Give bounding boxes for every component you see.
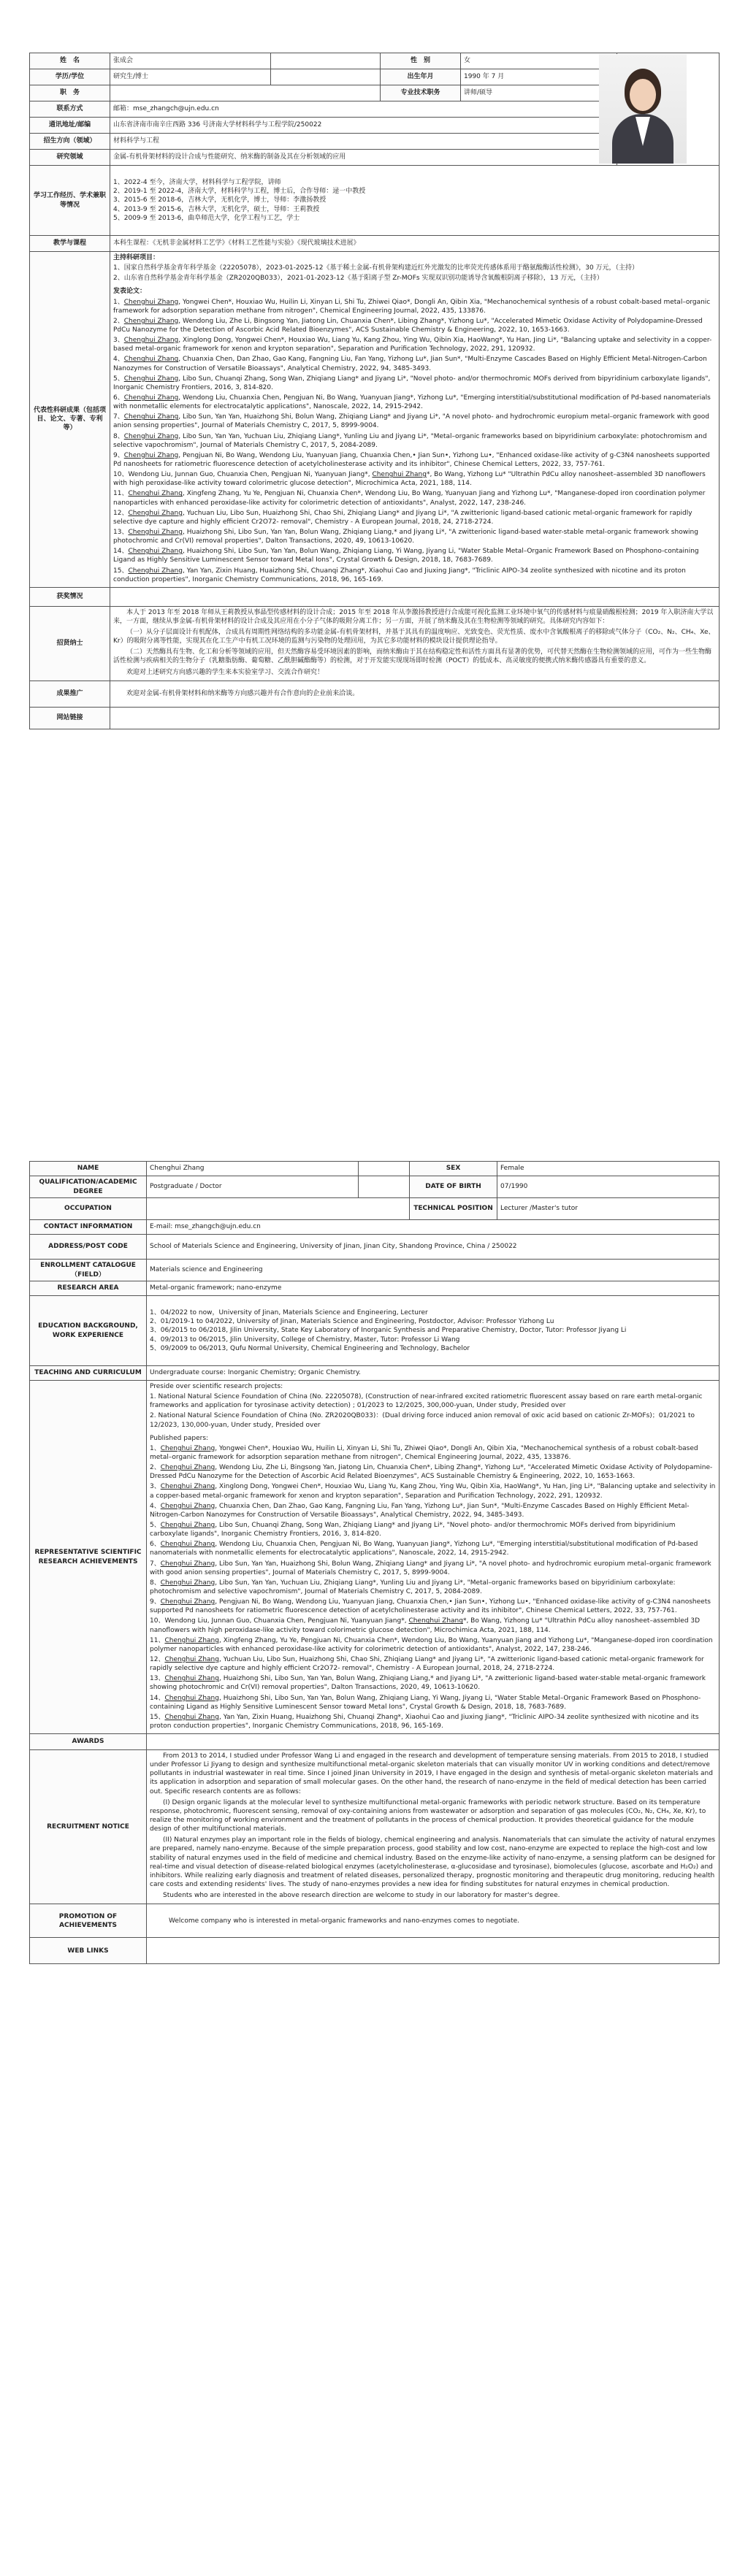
publication-number: 15、 xyxy=(150,1713,165,1721)
en-dob-label: DATE OF BIRTH xyxy=(410,1176,497,1198)
en-name-label: NAME xyxy=(30,1162,147,1176)
cn-recruit-content xyxy=(110,606,720,681)
publication-citation: , Xingfeng Zhang, Yu Ye, Pengjuan Ni, Chuanxia Chen*, Wendong Liu, Bo Wang, Yuanyuan Jiang and Yizhong Lu*, "Manganese-doped iron coordination polymer nanoparticles with enhanced peroxidase-like activity for colorimetric detection of antioxidants", Analyst, 2022, 147, 238-246. xyxy=(113,490,706,507)
en-enroll-label: ENROLLMENT CATALOGUE（FIELD） xyxy=(30,1260,147,1281)
profile-photo xyxy=(599,54,687,164)
cn-publication-item xyxy=(113,451,716,469)
publication-number: 2、 xyxy=(150,1464,161,1472)
publication-citation: , Wendong Liu, Chuanxia Chen, Pengjuan Ni, Bo Wang, Yuanyuan Jiang*, Yizhong Lu*, "Emerging interstitial/substitutional modification of Pd-based nanomaterials with nonmetallic elements for electrocatalytic applications", Nanoscale, 2022, 14, 2915-2942. xyxy=(113,394,711,411)
publication-citation: , Pengjuan Ni, Bo Wang, Wendong Liu, Yuanyuan Jiang, Chuanxia Chen,• Jian Sun•, Yizhong Lu•, "Enhanced oxidase-like activity of g-C3N4 nanosheets supported Pd nanosheets for ratiometric fluorescence detection of acetylcholinesterase activity and its inhibitor", Chinese Chemical Letters, 2022, 33, 757-761. xyxy=(150,1598,711,1615)
cn-project-item: 1、国家自然科学基金青年科学基金（22205078），2023-01-2025-12《基于稀土金属-有机骨架构建近红外光激发的比率荧光传感体系用于酪氨酸酶活性检测》，30 万元，（主持） xyxy=(113,264,639,272)
publication-number: 5、 xyxy=(150,1521,161,1529)
publication-authors: Chenghui Zhang xyxy=(164,1694,219,1702)
publication-highlighted-author: Chenghui Zhang xyxy=(408,1617,463,1625)
publication-citation: , Wendong Liu, Zhe Li, Bingsong Yan, Jiatong Lin, Chuanxia Chen*, Libing Zhang*, Yizhong Lu*, "Accelerated Mimetic Oxidase Activity of Polydopamine-Dressed PdCu Nanozyme for the Detection of Ascorbic Acid Related Bioenzymes", ACS Sustainable Chemistry & Engineering, 2022, 10, 1653-1663. xyxy=(113,317,703,334)
publication-number: 12、 xyxy=(113,509,129,517)
en-publication-item xyxy=(150,1636,716,1654)
cn-contact-label: 联系方式 xyxy=(30,101,110,118)
publication-authors: Chenghui Zhang xyxy=(128,490,183,498)
publication-citation: , Wendong Liu, Zhe Li, Bingsong Yan, Jiatong Lin, Chuanxia Chen*, Libing Zhang*, Yizhong Lu*, "Accelerated Mimetic Oxidase Activity of Polydopamine-Dressed PdCu Nanozyme for the Detection of Ascorbic Acid Related Bioenzymes", ACS Sustainable Chemistry & Engineering, 2022, 10, 1653-1663. xyxy=(150,1464,713,1481)
cn-edu-item: 3、2015-6 至 2018-6，吉林大学，无机化学，博士，导师：李激扬教授 xyxy=(113,196,327,204)
publication-authors: Chenghui Zhang xyxy=(123,432,179,440)
publication-authors: Chenghui Zhang xyxy=(160,1598,215,1606)
cn-publication-item xyxy=(113,413,716,430)
cn-degree-label: 学历/学位 xyxy=(30,69,110,85)
cn-recruit-para: 本人于 2013 年至 2018 年师从王莉教授从事晶型传感材料的设计合成；2015 年至 2018 年从李激扬教授进行合成能可视化监测工业环境中氧气的传感材料与痕量硝酸根检测；2019 年入职济南大学以来，一方面，继续从事金属-有机骨架材料的设计合成及其应用在小分子气体的吸附分离工作；另一方面，开展了纳米酶及其在生物检测等领域的研究。具体研究内容如下： xyxy=(113,608,714,625)
en-teach-label: TEACHING AND CURRICULUM xyxy=(30,1366,147,1381)
en-publication-item xyxy=(150,1579,716,1596)
en-publication-item xyxy=(150,1655,716,1673)
publication-authors: Chenghui Zhang xyxy=(123,317,179,325)
en-publication-item xyxy=(150,1444,716,1462)
publication-citation: , Xinglong Dong, Yongwei Chen*, Houxiao Wu, Liang Yu, Kang Zhou, Ying Wu, Qibin Xia, HaoWang*, Yu Han, Jing Li*, "Balancing uptake and selectivity in a copper-based metal-organic framework for xenon and krypton separation", Separation and Purification Technology, 2022, 291, 120932. xyxy=(113,337,712,353)
publication-number: 15、 xyxy=(113,567,129,575)
cn-title-label: 职 务 xyxy=(30,85,110,101)
cn-publication-item xyxy=(113,298,716,315)
cn-publication-item xyxy=(113,509,716,526)
publication-authors: Chenghui Zhang xyxy=(123,413,179,421)
en-teach-value: Undergraduate course: Inorganic Chemistry; Organic Chemistry. xyxy=(147,1366,720,1381)
en-publication-item xyxy=(150,1674,716,1692)
publication-authors: Chenghui Zhang xyxy=(123,375,179,383)
en-qual-value: Postgraduate / Doctor xyxy=(147,1176,359,1198)
en-web-label: WEB LINKS xyxy=(30,1938,147,1964)
publication-citation: , Yongwei Chen*, Houxiao Wu, Huilin Li, Xinyan Li, Shi Tu, Zhiwei Qiao*, Dongli An, Qibin Xia, "Mechanochemical synthesis of a robust cobalt-based metal–organic framework for adsorption separation methane from nitrogen", Chemical Engineering Journal, 2022, 435, 133876. xyxy=(113,298,711,315)
publication-authors: Chenghui Zhang xyxy=(160,1579,215,1587)
publication-number: 6、 xyxy=(150,1541,161,1549)
en-rep-content xyxy=(147,1381,720,1734)
publication-number: 11、 xyxy=(113,490,129,498)
cn-recruit-para: （二）天然酶具有生物、化工和分析等领域的应用，但天然酶容易受环境因素的影响，而纳米酶由于其在结构稳定性和活性方面具有显著的优势，可代替天然酶在生物检测领域的应用，可作为一些生物酶活性检测与疾病相关的生物分子（乳糖脂肪酶、葡萄糖、乙酰胆碱酯酶等）的检测，对于开发能实现现场即时检测（POCT）的低成本、高灵敏度的便携式纳米酶传感器具有重要的意义。 xyxy=(113,648,712,665)
en-enroll-value: Materials science and Engineering xyxy=(147,1260,720,1281)
en-recruit-para: From 2013 to 2014, I studied under Professor Wang Li and engaged in the research and development of temperature sensing materials. From 2015 to 2018, I studied under Professor Li Jiyang to design and synthesize multifunctional metal-organic skeleton materials that can visually monitor UV in working conditions and detect/remove pollutants in industrial wastewater in real time. Since I joined Jinan University in 2019, I have engaged in the design and synthesis of metal-organic skeleton materials and its application in adsorption and separation of small molecular gases. On the other hand, the research of nano-enzyme in the field of medical detection has been carried out. Specific research contents are as follows: xyxy=(150,1752,713,1795)
cn-projects-title: 主持科研项目： xyxy=(113,254,160,261)
en-pubs-title: Published papers: xyxy=(150,1434,209,1442)
en-projects-title: Preside over scientific research projects: xyxy=(150,1383,283,1390)
en-sex-value: Female xyxy=(497,1162,720,1176)
publication-citation: , Huaizhong Shi, Libo Sun, Yan Yan, Bolun Wang, Zhiqiang Liang, Yi Wang, Jiyang Li, "Water Stable Metal–Organic Framework Based on Phosphono-containing Ligand as Highly Sensitive Luminescent Sensor toward Metal Ions", Crystal Growth & Design, 2018, 18, 7683-7689. xyxy=(113,548,699,564)
en-publication-item xyxy=(150,1482,716,1500)
publication-citation: , Libo Sun, Yan Yan, Huaizhong Shi, Bolun Wang, Zhiqiang Liang* and Jiyang Li*, "A novel photo- and hydrochromic europium metal–organic framework with good anion sensing properties", Journal of Materials Chemistry C, 2017, 5, 8999-9004. xyxy=(150,1560,711,1576)
publication-number: 14、 xyxy=(113,548,129,556)
publication-number: 1、 xyxy=(150,1444,161,1452)
cn-awards-label: 获奖情况 xyxy=(30,587,110,606)
publication-citation: , Yan Yan, Zixin Huang, Huaizhong Shi, Chuanqi Zhang*, Xiaohui Cao and Jiuxing Jiang*, "Triclinic AIPO-34 zeolite synthesized with nicotine and its proton conduction properties", Inorganic Chemistry Communications, 2018, 96, 165-169. xyxy=(150,1713,699,1730)
publication-citation: , Libo Sun, Chuanqi Zhang, Song Wan, Zhiqiang Liang* and Jiyang Li*, "Novel photo- and/or thermochromic MOFs derived from bipyridinium carboxylate ligands", Inorganic Chemistry Frontiers, 2016, 3, 814-820. xyxy=(113,375,711,391)
publication-authors: Chenghui Zhang xyxy=(160,1541,215,1549)
publication-authors: Chenghui Zhang xyxy=(128,528,183,536)
publication-highlighted-author: Chenghui Zhang xyxy=(372,471,427,479)
publication-number: 12、 xyxy=(150,1655,165,1663)
publication-number: 13、 xyxy=(113,528,129,536)
publication-authors: Chenghui Zhang xyxy=(164,1655,219,1663)
cn-edu-item: 5、2009-9 至 2013-6，曲阜师范大学，化学工程与工艺，学士 xyxy=(113,214,300,222)
en-edu-list xyxy=(147,1296,720,1366)
publication-number: 4、 xyxy=(150,1502,161,1510)
en-edu-item: 3、06/2015 to 06/2018, Jilin University, State Key Laboratory of Inorganic Synthesis and Preparative Chemistry, Doctor, Tutor: Professor Jiyang Li xyxy=(150,1327,627,1335)
publication-number: 5、 xyxy=(113,375,124,383)
publication-citation: , Yuchuan Liu, Libo Sun, Huaizhong Shi, Chao Shi, Zhiqiang Liang* and Jiyang Li*, "A zwitterionic ligand-based cationic metal-organic framework for rapidly selective dye capture and highly efficient Cr2O72- removal", Chemistry - A European Journal, 2018, 24, 2718-2724. xyxy=(150,1655,704,1673)
cn-publication-item xyxy=(113,528,716,545)
en-web-value[interactable] xyxy=(147,1938,720,1964)
en-promo-label: PROMOTION OF ACHIEVEMENTS xyxy=(30,1904,147,1938)
cn-birth-label: 出生年月 xyxy=(381,69,461,85)
publication-citation: , Huaizhong Shi, Libo Sun, Yan Yan, Bolun Wang, Zhiqiang Liang,* and Jiyang Li*, "A zwitterionic ligand-based water-stable metal-organic framework showing photochromic and Cr(VI) removal properties", Dalton Transactions, 2020, 49, 10613-10620. xyxy=(150,1675,706,1692)
en-name-value: Chenghui Zhang xyxy=(147,1162,359,1176)
publication-citation: , Libo Sun, Yan Yan, Yuchuan Liu, Zhiqiang Liang*, Yunling Liu and Jiyang Li*, "Metal–organic frameworks based on bipyridinium carboxylate: photochromism and selective vapochromism", Journal of Materials Chemistry C, 2017, 5, 2084-2089. xyxy=(150,1579,676,1595)
publication-citation: , Huaizhong Shi, Libo Sun, Yan Yan, Bolun Wang, Zhiqiang Liang, Yi Wang, Jiyang Li, "Water Stable Metal–Organic Framework Based on Phosphono-containing Ligand as Highly Sensitive Luminescent Sensor toward Metal Ions", Crystal Growth & Design, 2018, 18, 7683-7689. xyxy=(150,1694,701,1711)
en-recruit-para: Students who are interested in the above research direction are welcome to study in our laboratory for master's degree. xyxy=(163,1892,560,1900)
cn-recruit-para: 欢迎对上述研究方向感兴趣的学生来本实验室学习、交流合作研究！ xyxy=(126,668,324,676)
publication-authors: Chenghui Zhang xyxy=(164,1713,219,1721)
cn-rep-content xyxy=(110,252,720,588)
en-recruit-label: RECRUITMENT NOTICE xyxy=(30,1750,147,1904)
publication-number: 7、 xyxy=(150,1560,161,1568)
publication-authors: Chenghui Zhang xyxy=(123,298,179,306)
en-publication-item xyxy=(150,1521,716,1538)
en-publication-item xyxy=(150,1598,716,1615)
en-tech-value: Lecturer /Master's tutor xyxy=(497,1198,720,1220)
cn-publication-item xyxy=(113,375,716,392)
cn-recruit-label: 招贤纳士 xyxy=(30,606,110,681)
cn-awards-value xyxy=(110,587,720,606)
cn-protitle-value: 讲师/硕导 xyxy=(461,85,617,101)
publication-citation: , Wendong Liu, Chuanxia Chen, Pengjuan Ni, Bo Wang, Yuanyuan Jiang*, Yizhong Lu*, "Emerging interstitial/substitutional modification of Pd-based nanomaterials with nonmetallic elements for electrocatalytic applications", Nanoscale, 2022, 14, 2915-2942. xyxy=(150,1541,698,1557)
en-sex-label: SEX xyxy=(410,1162,497,1176)
cn-web-label: 网站链接 xyxy=(30,707,110,729)
en-publication-item xyxy=(150,1713,716,1730)
publication-authors: Chenghui Zhang xyxy=(164,1675,219,1683)
cn-gender-label: 性 别 xyxy=(381,53,461,69)
publication-number: 8、 xyxy=(113,432,124,440)
cn-name-value: 张成会 xyxy=(110,53,271,69)
publication-citation: , Libo Sun, Chuanqi Zhang, Song Wan, Zhiqiang Liang* and Jiyang Li*, "Novel photo- and/or thermochromic MOFs derived from bipyridinium carboxylate ligands", Inorganic Chemistry Frontiers, 2016, 3, 814-820. xyxy=(150,1521,676,1538)
en-recruit-content xyxy=(147,1750,720,1904)
publication-number: 7、 xyxy=(113,413,124,421)
cn-edu-list xyxy=(110,166,720,236)
publication-number: 1、 xyxy=(113,298,124,306)
cn-publication-item xyxy=(113,547,716,564)
cn-web-value[interactable] xyxy=(110,707,720,729)
publication-authors: Chenghui Zhang xyxy=(123,451,179,459)
publication-authors: Chenghui Zhang xyxy=(128,567,183,575)
publication-authors: Chenghui Zhang xyxy=(128,509,183,517)
en-contact-value: E-mail: mse_zhangch@ujn.edu.cn xyxy=(147,1220,720,1235)
en-publication-item xyxy=(150,1463,716,1481)
cn-enroll-label: 招生方向（领域） xyxy=(30,134,110,150)
cn-name-label: 姓 名 xyxy=(30,53,110,69)
publication-citation: , Chuanxia Chen, Dan Zhao, Gao Kang, Fangning Liu, Fan Yang, Yizhong Lu*, Jian Sun*, "Multi-Enzyme Cascades Based on Highly Efficient Metal-Nitrogen-Carbon Nanozymes for Construction of Versatile Bioassays", Analytical Chemistry, 2022, 94, 3485-3493. xyxy=(150,1502,690,1519)
cn-publication-item xyxy=(113,567,716,584)
cn-teach-value: 本科生课程：《无机非金属材料工艺学》《材料工艺性能与实验》《现代玻璃技术进展》 xyxy=(110,236,720,252)
publication-citation: , Yuchuan Liu, Libo Sun, Huaizhong Shi, Chao Shi, Zhiqiang Liang* and Jiyang Li*, "A zwitterionic ligand-based cationic metal-organic framework for rapidly selective dye capture and highly efficient Cr2O72- removal", Chemistry - A European Journal, 2018, 24, 2718-2724. xyxy=(113,509,692,526)
en-occ-value xyxy=(147,1198,410,1220)
publication-citation: , Yan Yan, Zixin Huang, Huaizhong Shi, Chuanqi Zhang*, Xiaohui Cao and Jiuxing Jiang*, "Triclinic AIPO-34 zeolite synthesized with nicotine and its proton conduction properties", Inorganic Chemistry Communications, 2018, 96, 165-169. xyxy=(113,567,686,583)
cn-edu-label: 学习工作经历、学术兼职等情况 xyxy=(30,166,110,236)
publication-number: 8、 xyxy=(150,1579,161,1587)
publication-authors: Chenghui Zhang xyxy=(160,1464,215,1472)
publication-citation: , Pengjuan Ni, Bo Wang, Wendong Liu, Yuanyuan Jiang, Chuanxia Chen,• Jian Sun•, Yizhong Lu•, "Enhanced oxidase-like activity of g-C3N4 nanosheets supported Pd nanosheets for ratiometric fluorescence detection of acetylcholinesterase activity and its inhibitor", Chinese Chemical Letters, 2022, 33, 757-761. xyxy=(113,451,710,468)
cn-publication-item xyxy=(113,470,716,488)
cn-address-label: 通讯地址/邮编 xyxy=(30,118,110,134)
cn-rep-label: 代表性科研成果（包括项目、论文、专著、专利等） xyxy=(30,252,110,588)
publication-authors: Chenghui Zhang xyxy=(123,356,179,364)
cn-publication-item xyxy=(113,355,716,372)
publication-citation: , Xingfeng Zhang, Yu Ye, Pengjuan Ni, Chuanxia Chen*, Wendong Liu, Bo Wang, Yuanyuan Jiang and Yizhong Lu*, "Manganese-doped iron coordination polymer nanoparticles with enhanced peroxidase-like activity for colorimetric detection of antioxidants", Analyst, 2022, 147, 238-246. xyxy=(150,1636,713,1653)
en-qual-label: QUALIFICATION/ACADEMIC DEGREE xyxy=(30,1176,147,1198)
publication-number: 6、 xyxy=(113,394,124,402)
cn-birth-value: 1990 年 7 月 xyxy=(461,69,617,85)
en-rep-label: REPRESENTATIVE SCIENTIFIC RESEARCH ACHIEVEMENTS xyxy=(30,1381,147,1734)
publication-number: 14、 xyxy=(150,1694,165,1702)
en-edu-item: 5、09/2009 to 06/2013, Qufu Normal University, Chemical Engineering and Technology, Bachelor xyxy=(150,1344,470,1352)
cn-project-item: 2、山东省自然科学基金青年科学基金（ZR2020QB033），2021-01-2023-12《基于阳离子型 Zr-MOFs 实现双识别功能诱导含氧酸根阴离子移除》，13 万元，（主持） xyxy=(113,275,603,283)
cn-edu-item: 1、2022-4 至今，济南大学，材料科学与工程学院，讲师 xyxy=(113,179,281,187)
en-research-label: RESEARCH AREA xyxy=(30,1281,147,1296)
publication-authors: Chenghui Zhang xyxy=(164,1636,219,1644)
cn-gender-value: 女 xyxy=(461,53,617,69)
publication-citation: *, Bo Wang, Yizhong Lu* "Ultrathin PdCu alloy nanosheet–assembled 3D nanoflowers with high peroxidase-like activity toward colorimetric glucose detection", Microchimica Acta, 2021, 188, 114. xyxy=(150,1617,701,1634)
en-edu-label: EDUCATION BACKGROUND, WORK EXPERIENCE xyxy=(30,1296,147,1366)
en-project-item: 1. National Natural Science Foundation of China (No. 22205078), (Construction of near-infrared excited ratiometric fluorescent assay based on rare earth metal-organic frameworks and application for tyrosinase activity detection) ; 01/2023 to 12/2025, 300,000-yuan, Under study, Presided over xyxy=(150,1393,703,1410)
cn-protitle-label: 专业技术职务 xyxy=(381,85,461,101)
en-publication-item xyxy=(150,1694,716,1711)
cn-promo-label: 成果推广 xyxy=(30,681,110,707)
cn-promo-value: 欢迎对金属-有机骨架材料和纳米酶等方向感兴趣并有合作意向的企业前来洽谈。 xyxy=(110,681,720,707)
cn-contact-value: 邮箱：mse_zhangch@ujn.edu.cn xyxy=(110,101,617,118)
en-edu-item: 2、01/2019-1 to 04/2022, University of Jinan, Materials Science and Engineering, Postdoctor, Advisor: Professor Yizhong Lu xyxy=(150,1318,554,1326)
en-address-value: School of Materials Science and Engineering, University of Jinan, Jinan City, Shandong Province, China / 250022 xyxy=(147,1235,720,1260)
publication-number: 2、 xyxy=(113,317,124,325)
en-awards-value xyxy=(147,1734,720,1750)
cn-publication-item xyxy=(113,489,716,507)
publication-number: 10、 xyxy=(113,471,129,479)
en-awards-label: AWARDS xyxy=(30,1734,147,1750)
cn-research-label: 研究领域 xyxy=(30,150,110,166)
en-edu-item: 4、09/2013 to 06/2015, Jilin University, College of Chemistry, Master, Tutor: Professor Li Wang xyxy=(150,1335,460,1343)
cn-edu-item: 2、2019-1 至 2022-4，济南大学，材料科学与工程，博士后，合作导师：逯一中教授 xyxy=(113,188,366,196)
publication-authors: Chenghui Zhang xyxy=(160,1521,215,1529)
cn-address-value: 山东省济南市南辛庄西路 336 号济南大学材料科学与工程学院/250022 xyxy=(110,118,617,134)
en-promo-value: Welcome company who is interested in metal-organic frameworks and nano-enzymes comes to negotiate. xyxy=(147,1904,720,1938)
publication-authors: Chenghui Zhang xyxy=(123,337,179,345)
publication-citation: *, Bo Wang, Yizhong Lu* "Ultrathin PdCu alloy nanosheet–assembled 3D nanoflowers with high peroxidase-like activity toward colorimetric glucose detection", Microchimica Acta, 2021, 188, 114. xyxy=(113,471,706,488)
publication-authors: Chenghui Zhang xyxy=(160,1502,215,1510)
en-recruit-para: (I) Design organic ligands at the molecular level to synthesize multifunctional metal-organic frameworks with periodic network structure. Based on its temperature response, photochromic, fluorescent sensing, removal of oxy-containing anions from wastewater or adsorption and separation of gas molecules (CO₂, N₂, CH₄, Xe, Kr), to realize the monitoring of working environment and the treatment of pollutants in the process of chemical production. It provides theoretical guidance for the module design of other multifunctional materials. xyxy=(150,1798,706,1833)
publication-authors: Wendong Liu, Junnan Guo, Chuanxia Chen, Pengjuan Ni, Yuanyuan Jiang*, xyxy=(128,471,373,479)
cn-edu-item: 4、2013-9 至 2015-6，吉林大学，无机化学，硕士，导师：王莉教授 xyxy=(113,205,320,213)
publication-citation: , Libo Sun, Yan Yan, Yuchuan Liu, Zhiqiang Liang*, Yunling Liu and Jiyang Li*, "Metal–organic frameworks based on bipyridinium carboxylate: photochromism and selective vapochromism", Journal of Materials Chemistry C, 2017, 5, 2084-2089. xyxy=(113,432,707,449)
publication-authors: Chenghui Zhang xyxy=(123,394,179,402)
publication-number: 13、 xyxy=(150,1675,165,1683)
en-info-table xyxy=(29,1161,720,1964)
cn-enroll-value: 材料科学与工程 xyxy=(110,134,617,150)
en-edu-item: 1、04/2022 to now，University of Jinan, Materials Science and Engineering, Lecturer xyxy=(150,1309,428,1317)
publication-number: 10、 xyxy=(150,1617,165,1625)
en-publication-item xyxy=(150,1560,716,1577)
publication-number: 3、 xyxy=(150,1483,161,1491)
en-occ-label: OCCUPATION xyxy=(30,1198,147,1220)
publication-citation: , Huaizhong Shi, Libo Sun, Yan Yan, Bolun Wang, Zhiqiang Liang,* and Jiyang Li*, "A zwitterionic ligand-based water-stable metal-organic framework showing photochromic and Cr(VI) removal properties", Dalton Transactions, 2020, 49, 10613-10620. xyxy=(113,528,698,545)
en-research-value: Metal-organic framework; nano-enzyme xyxy=(147,1281,720,1296)
cn-recruit-para: （一）从分子层面设计有机配体，合成具有周期性网络结构的多功能金属-有机骨架材料，并基于其具有的温度响应、光致变色、荧光性质、废水中含氧酸根离子的移除或气体分子（CO₂、N₂、CH₄、Xe、Kr）的吸附分离等性能，实现其在化工生产中有机工况环境的监测与污染物的处理回用，为其它多功能材料的模块设计提供理论指导。 xyxy=(113,629,715,645)
publication-citation: , Chuanxia Chen, Dan Zhao, Gao Kang, Fangning Liu, Fan Yang, Yizhong Lu*, Jian Sun*, "Multi-Enzyme Cascades Based on Highly Efficient Metal-Nitrogen-Carbon Nanozymes for Construction of Versatile Bioassays", Analytical Chemistry, 2022, 94, 3485-3493. xyxy=(113,356,707,372)
publication-number: 9、 xyxy=(113,451,124,459)
cn-publication-list xyxy=(113,298,716,584)
en-tech-label: TECHNICAL POSITION xyxy=(410,1198,497,1220)
en-publication-item xyxy=(150,1502,716,1519)
publication-authors: Chenghui Zhang xyxy=(160,1483,215,1491)
publication-authors: Chenghui Zhang xyxy=(160,1560,215,1568)
en-project-item: 2. National Natural Science Foundation of China (No. ZR2020QB033)：(Dual driving force induced anion removal of oxic acid based on cationic Zr-MOFs)；01/2021 to 12/2023, 130,000-yuan, Under study, Presided over xyxy=(150,1412,695,1429)
publication-citation: , Xinglong Dong, Yongwei Chen*, Houxiao Wu, Liang Yu, Kang Zhou, Ying Wu, Qibin Xia, HaoWang*, Yu Han, Jing Li*, "Balancing uptake and selectivity in a copper-based metal-organic framework for xenon and krypton separation", Separation and Purification Technology, 2022, 291, 120932. xyxy=(150,1483,716,1500)
cn-pubs-title: 发表论文： xyxy=(113,288,147,296)
publication-number: 9、 xyxy=(150,1598,161,1606)
en-publication-item xyxy=(150,1617,716,1634)
cn-degree-value: 研究生/博士 xyxy=(110,69,271,85)
en-recruit-para: (II) Natural enzymes play an important role in the fields of biology, chemical engineering and analysis. Nanomaterials that can simulate the activity of natural enzymes are prepared, namely nano-enzyme. Because of the simple preparation process, good stability and low cost, nano-enzyme are expected to replace the high-cost and low stability of natural enzymes used in the field of medicine and chemical industry. Based on the enzyme-like activity of nano-enzyme, a sensing platform can be designed for real-time and visual detection of disease-related biological enzymes (acetylcholinesterase, α-glucosidase and tyrosinase), biomolecules (glucose, ascorbate and H₂O₂) and inhibitors. While realizing early diagnosis and treatment of related diseases, personalized therapy, prognostic monitoring and therapeutic drug monitoring, reducing health care costs and extending residents' lives. The study of nano-enzymes provides a new idea for finding substitutes for natural enzymes in chemical production. xyxy=(150,1836,716,1889)
en-publication-list xyxy=(150,1444,716,1730)
cn-title-value xyxy=(110,85,381,101)
cn-publication-item xyxy=(113,336,716,353)
en-address-label: ADDRESS/POST CODE xyxy=(30,1235,147,1260)
cn-publication-item xyxy=(113,432,716,450)
publication-number: 3、 xyxy=(113,337,124,345)
publication-authors: Wendong Liu, Junnan Guo, Chuanxia Chen, Pengjuan Ni, Yuanyuan Jiang*, xyxy=(164,1617,409,1625)
en-contact-label: CONTACT INFORMATION xyxy=(30,1220,147,1235)
publication-authors: Chenghui Zhang xyxy=(160,1444,215,1452)
cn-publication-item xyxy=(113,317,716,334)
publication-citation: , Libo Sun, Yan Yan, Huaizhong Shi, Bolun Wang, Zhiqiang Liang* and Jiyang Li*, "A novel photo- and hydrochromic europium metal–organic framework with good anion sensing properties", Journal of Materials Chemistry C, 2017, 5, 8999-9004. xyxy=(113,413,709,430)
cn-research-value: 金属-有机骨架材料的设计合成与性能研究、纳米酶的制备及其在分析领域的应用 xyxy=(110,150,617,166)
en-publication-item xyxy=(150,1540,716,1557)
publication-number: 11、 xyxy=(150,1636,165,1644)
publication-authors: Chenghui Zhang xyxy=(128,548,183,556)
cn-publication-item xyxy=(113,394,716,411)
en-dob-value: 07/1990 xyxy=(497,1176,720,1198)
publication-number: 4、 xyxy=(113,356,124,364)
publication-citation: , Yongwei Chen*, Houxiao Wu, Huilin Li, Xinyan Li, Shi Tu, Zhiwei Qiao*, Dongli An, Qibin Xia, "Mechanochemical synthesis of a robust cobalt-based metal–organic framework for adsorption separation methane from nitrogen", Chemical Engineering Journal, 2022, 435, 133876. xyxy=(150,1444,698,1461)
cn-teach-label: 教学与课程 xyxy=(30,236,110,252)
